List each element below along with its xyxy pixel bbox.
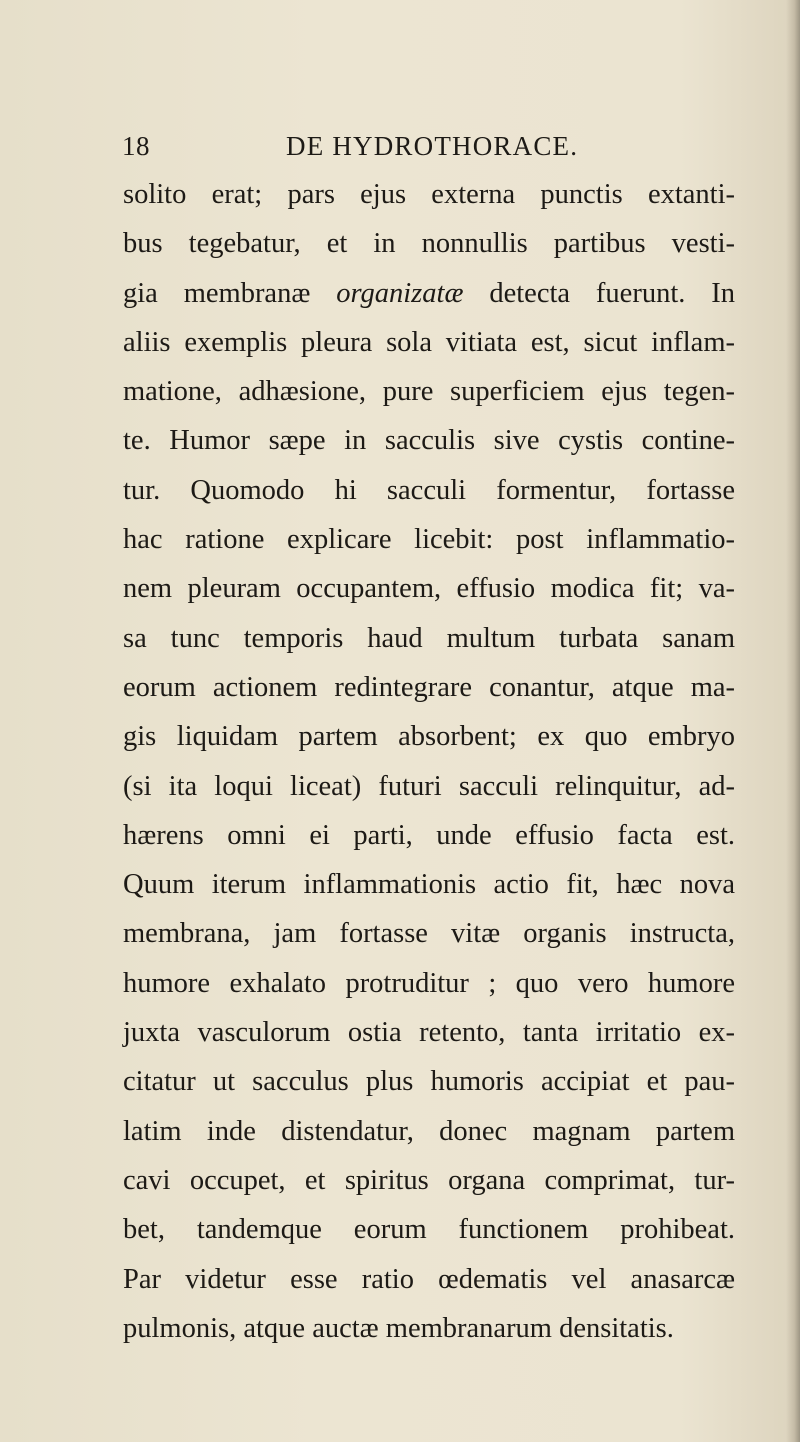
text-line: tur. Quomodo hi sacculi formentur, fortasse [123, 474, 735, 506]
text-line: sa tunc temporis haud multum turbata sanam [123, 622, 735, 654]
text-line: aliis exemplis pleura sola vitiata est, sicut inflam- [123, 326, 735, 358]
running-title: DE HYDROTHORACE. [286, 131, 579, 161]
text-line: latim inde distendatur, donec magnam partem [123, 1115, 735, 1147]
text-line: solito erat; pars ejus externa punctis extanti- [123, 179, 735, 210]
page-edge-shadow [786, 0, 800, 1442]
text-line [123, 269, 735, 318]
text-line: cavi occupet, et spiritus organa comprimat, tur- [123, 1164, 735, 1196]
text-line: (si ita loqui liceat) futuri sacculi relinquitur, ad- [123, 770, 735, 802]
text-line: pulmonis, atque auctæ membranarum densitatis. [123, 1312, 674, 1344]
text-line: Quum iterum inflammationis actio fit, hæc nova [123, 869, 735, 901]
text-line: citatur ut sacculus plus humoris accipiat et pau- [123, 1066, 735, 1098]
text-line: juxta vasculorum ostia retento, tanta irritatio ex- [123, 1017, 735, 1049]
text-segment: gia membranæ [123, 277, 311, 309]
text-line: bus tegebatur, et in nonnullis partibus vesti- [123, 228, 735, 260]
text-line: nem pleuram occupantem, effusio modica fit; va- [123, 573, 735, 605]
text-line: hac ratione explicare licebit: post inflammatio- [123, 524, 735, 556]
italic-term: organizatæ [336, 277, 464, 309]
text-line: Par videtur esse ratio œdematis vel anasarcæ [123, 1263, 735, 1295]
body-text [123, 170, 735, 1353]
running-head [122, 131, 722, 167]
text-line: gis liquidam partem absorbent; ex quo embryo [123, 721, 735, 753]
text-line: bet, tandemque eorum functionem prohibeat. [123, 1214, 735, 1246]
text-line: te. Humor sæpe in sacculis sive cystis contine- [123, 425, 735, 457]
page-number: 18 [122, 131, 150, 161]
text-line: eorum actionem redintegrare conantur, atque ma- [123, 671, 735, 703]
text-line: membrana, jam fortasse vitæ organis instructa, [123, 918, 735, 950]
text-line: hærens omni ei parti, unde effusio facta est. [123, 819, 735, 851]
text-line: humore exhalato protruditur ; quo vero humore [123, 967, 735, 999]
text-segment: detecta fuerunt. In [489, 277, 735, 309]
text-line: matione, adhæsione, pure superficiem ejus tegen- [123, 376, 735, 408]
